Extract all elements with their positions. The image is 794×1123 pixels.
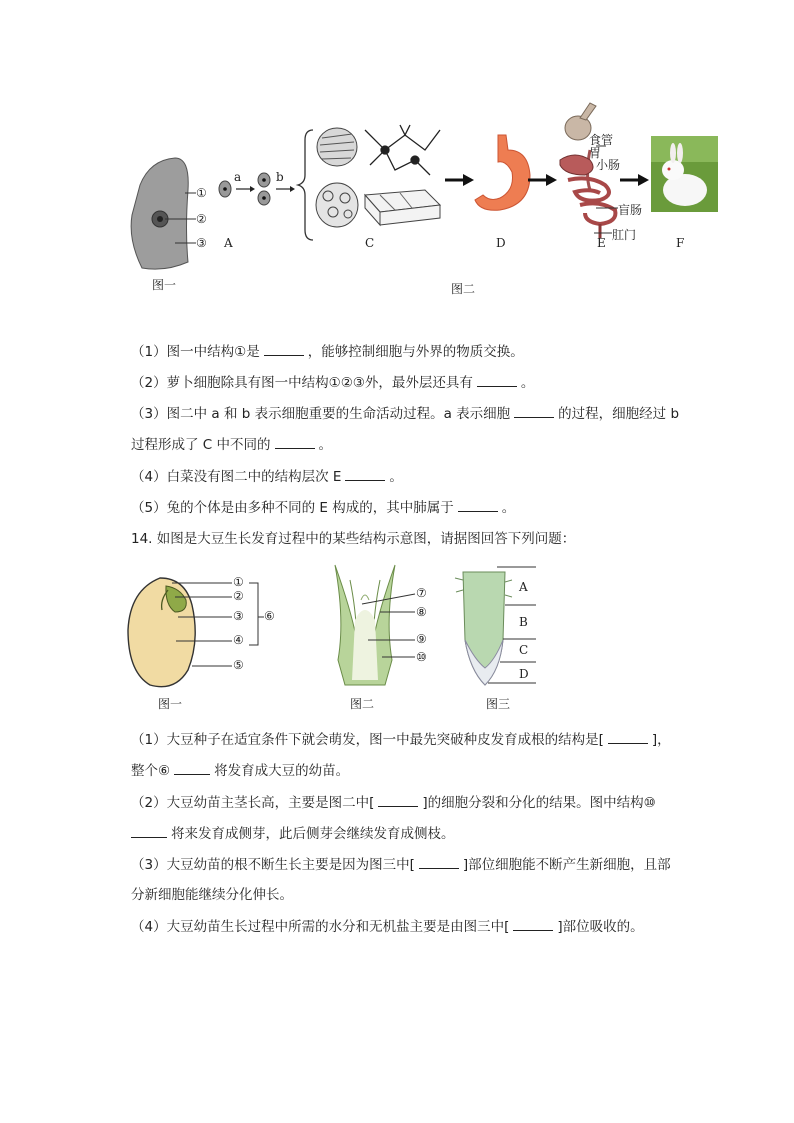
q13-item-1: （1）图一中结构①是 ，能够控制细胞与外界的物质交换。 [131, 341, 524, 362]
tissue-connective [316, 183, 358, 227]
seed-label-3: ③ [233, 609, 244, 623]
stage-label-d: D [496, 236, 506, 250]
q13-item-3: （3）图二中 a 和 b 表示细胞重要的生命活动过程。a 表示细胞 的过程，细胞经过 b [131, 403, 679, 424]
seed-label-6: ⑥ [264, 609, 275, 623]
root-label-b: B [519, 615, 528, 629]
seed-label-5: ⑤ [233, 658, 244, 672]
stage-label-f: F [676, 236, 685, 250]
fig1-caption: 图一 [152, 278, 177, 292]
q14-item-3: （3）大豆幼苗的根不断生长主要是因为图三中[ ]部位细胞能不断产生新细胞，且部 [131, 854, 671, 875]
root-caption: 图三 [486, 697, 511, 711]
answer-blank[interactable] [458, 497, 498, 512]
top-figure-drawing [0, 0, 794, 320]
answer-blank[interactable] [513, 916, 553, 931]
q13-item-3-cont: 过程形成了 C 中不同的 。 [131, 434, 332, 455]
answer-blank[interactable] [608, 729, 648, 744]
arrow-label-a: a [234, 170, 242, 184]
shoot-label-9: ⑨ [416, 632, 427, 646]
root-tip [455, 572, 512, 685]
tissue-muscle [317, 128, 357, 166]
fig1-label-2: ② [196, 212, 207, 226]
fig1-label-3: ③ [196, 236, 207, 250]
answer-blank[interactable] [514, 403, 554, 418]
shoot-label-7: ⑦ [416, 586, 427, 600]
q14-title: 14. 如图是大豆生长发育过程中的某些结构示意图，请据图回答下列问题： [131, 531, 576, 547]
q13-item-5: （5）兔的个体是由多种不同的 E 构成的，其中肺属于 。 [131, 497, 515, 518]
answer-blank[interactable] [174, 760, 210, 775]
stomach [475, 135, 530, 210]
q14-item-3-cont: 分新细胞能继续分化伸长。 [131, 887, 293, 903]
bean-seed [128, 578, 195, 687]
organ-label-anus: 肛门 [612, 228, 637, 242]
stage-label-a: A [224, 236, 233, 250]
q14-item-4: （4）大豆幼苗生长过程中所需的水分和无机盐主要是由图三中[ ]部位吸收的。 [131, 916, 644, 937]
root-label-d: D [519, 667, 529, 681]
tissue-nerve [365, 125, 440, 175]
q14-item-2: （2）大豆幼苗主茎长高，主要是图二中[ ]的细胞分裂和分化的结果。图中结构⑩ [131, 792, 656, 813]
arrow-label-b: b [276, 170, 284, 184]
q14-item-1: （1）大豆种子在适宜条件下就会萌发，图一中最先突破种皮发育成根的结构是[ ]， [131, 729, 671, 750]
q14-item-1-cont: 整个⑥ 将发育成大豆的幼苗。 [131, 760, 349, 781]
shoot-caption: 图二 [350, 697, 375, 711]
seed-caption: 图一 [158, 697, 183, 711]
stage-label-c: C [365, 236, 375, 250]
organ-label-cecum: 盲肠 [618, 203, 643, 217]
brace [298, 130, 313, 240]
organ-label-esophagus: 食管 [589, 133, 614, 147]
seed-label-4: ④ [233, 633, 244, 647]
q13-item-4: （4）白菜没有图二中的结构层次 E 。 [131, 466, 403, 487]
organ-label-small-intestine: 小肠 [596, 158, 621, 172]
q13-item-2: （2）萝卜细胞除具有图一中结构①②③外，最外层还具有 。 [131, 372, 534, 393]
stage-label-e: E [597, 236, 606, 250]
fig1-label-1: ① [196, 186, 207, 200]
rabbit-photo [651, 136, 718, 212]
organ-label-stomach: 胃 [589, 146, 602, 160]
answer-blank[interactable] [275, 434, 315, 449]
shoot-tip [335, 565, 395, 685]
answer-blank[interactable] [264, 341, 304, 356]
shoot-label-8: ⑧ [416, 605, 427, 619]
seed-label-1: ① [233, 575, 244, 589]
q14-item-2-cont: 将来发育成侧芽，此后侧芽会继续发育成侧枝。 [131, 823, 455, 844]
answer-blank[interactable] [131, 823, 167, 838]
root-label-a: A [519, 580, 528, 594]
shoot-label-10: ⑩ [416, 650, 427, 664]
fig2-caption: 图二 [451, 282, 476, 296]
root-label-c: C [519, 643, 529, 657]
tissue-epithelial [365, 190, 440, 225]
seed-label-2: ② [233, 589, 244, 603]
answer-blank[interactable] [345, 466, 385, 481]
answer-blank[interactable] [378, 792, 418, 807]
answer-blank[interactable] [477, 372, 517, 387]
answer-blank[interactable] [419, 854, 459, 869]
